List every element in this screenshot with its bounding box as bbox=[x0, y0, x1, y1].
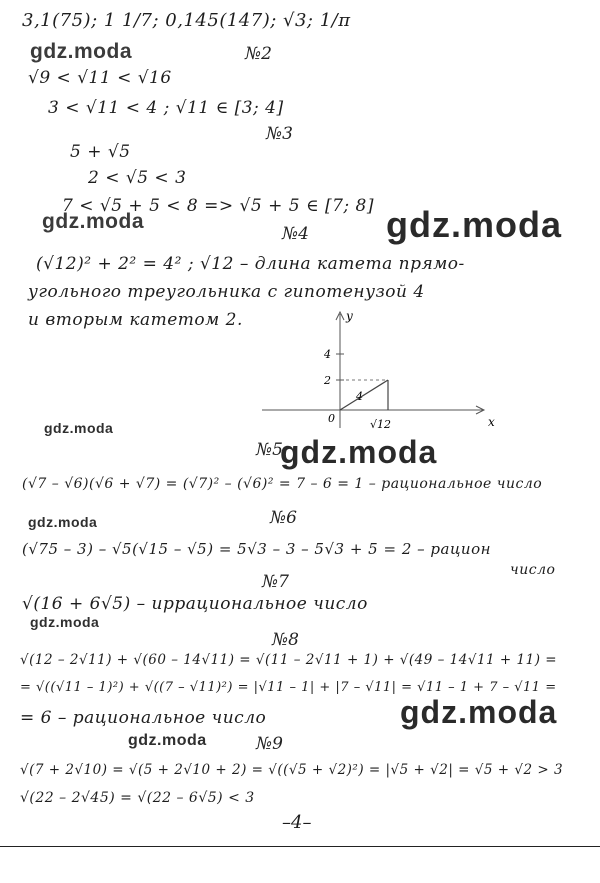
graph-svg bbox=[262, 306, 502, 436]
heading-problem-6: №6 bbox=[270, 508, 297, 528]
x-label: x bbox=[488, 415, 495, 429]
watermark: gdz.moda bbox=[128, 732, 207, 749]
problem7-line: √(16 + 6√5) – иррациональное число bbox=[22, 594, 368, 614]
problem9-line2: √(22 – 2√45) = √(22 – 6√5) < 3 bbox=[20, 790, 255, 806]
problem8-line2: = √((√11 – 1)²) + √((7 – √11)²) = |√11 – 1| + |7 – √11| = √11 – 1 + 7 – √11 = bbox=[20, 680, 557, 695]
problem8-line3: = 6 – рациональное число bbox=[20, 708, 267, 728]
hypotenuse-label: 4 bbox=[356, 390, 363, 403]
heading-problem-8: №8 bbox=[272, 630, 299, 650]
problem9-line1: √(7 + 2√10) = √(5 + 2√10 + 2) = √((√5 + √2)²) = |√5 + √2| = √5 + √2 > 3 bbox=[20, 762, 564, 778]
heading-problem-4: №4 bbox=[282, 224, 309, 244]
problem6-line-cont: число bbox=[510, 562, 556, 578]
watermark: gdz.moda bbox=[42, 210, 144, 233]
origin: 0 bbox=[328, 412, 335, 425]
problem4-line2: угольного треугольника с гипотенузой 4 bbox=[28, 282, 425, 302]
heading-problem-3: №3 bbox=[266, 124, 293, 144]
right-triangle-graph bbox=[262, 306, 502, 440]
watermark: gdz.moda bbox=[280, 434, 438, 470]
heading-problem-5: №5 bbox=[256, 440, 283, 460]
heading-problem-7: №7 bbox=[262, 572, 289, 592]
watermark: gdz.moda bbox=[44, 420, 114, 436]
watermark: gdz.moda bbox=[28, 514, 98, 530]
problem3-line3: 7 < √5 + 5 < 8 => √5 + 5 ∈ [7; 8] bbox=[62, 196, 374, 216]
y-label: y bbox=[346, 309, 353, 323]
base-label: √12 bbox=[370, 418, 392, 431]
heading-problem-9: №9 bbox=[256, 734, 283, 754]
problem1-answers: 3,1(75); 1 1/7; 0,145(147); √3; 1/π bbox=[22, 10, 351, 31]
problem3-line1: 5 + √5 bbox=[70, 142, 131, 162]
watermark: gdz.moda bbox=[400, 694, 558, 730]
problem4-line1: (√12)² + 2² = 4² ; √12 – длина катета прямо- bbox=[36, 254, 465, 274]
tick-4: 4 bbox=[324, 348, 331, 361]
watermark: gdz.moda bbox=[30, 40, 132, 63]
heading-problem-2: №2 bbox=[245, 44, 272, 64]
problem4-line3: и вторым катетом 2. bbox=[28, 310, 243, 330]
tick-2: 2 bbox=[324, 374, 331, 387]
problem2-line1: √9 < √11 < √16 bbox=[28, 68, 172, 88]
problem2-line2: 3 < √11 < 4 ; √11 ∈ [3; 4] bbox=[48, 98, 284, 118]
hypotenuse bbox=[340, 380, 388, 410]
problem5-line: (√7 – √6)(√6 + √7) = (√7)² – (√6)² = 7 – 6 = 1 – рациональное число bbox=[22, 476, 543, 492]
problem8-line1: √(12 – 2√11) + √(60 – 14√11) = √(11 – 2√11 + 1) + √(49 – 14√11 + 11) = bbox=[20, 652, 558, 668]
page-number: –4– bbox=[282, 812, 312, 833]
watermark: gdz.moda bbox=[386, 204, 562, 245]
bottom-rule bbox=[0, 846, 600, 847]
problem6-line: (√75 – 3) – √5(√15 – √5) = 5√3 – 3 – 5√3 + 5 = 2 – рацион bbox=[22, 540, 491, 558]
problem3-line2: 2 < √5 < 3 bbox=[88, 168, 187, 188]
watermark: gdz.moda bbox=[30, 614, 100, 630]
